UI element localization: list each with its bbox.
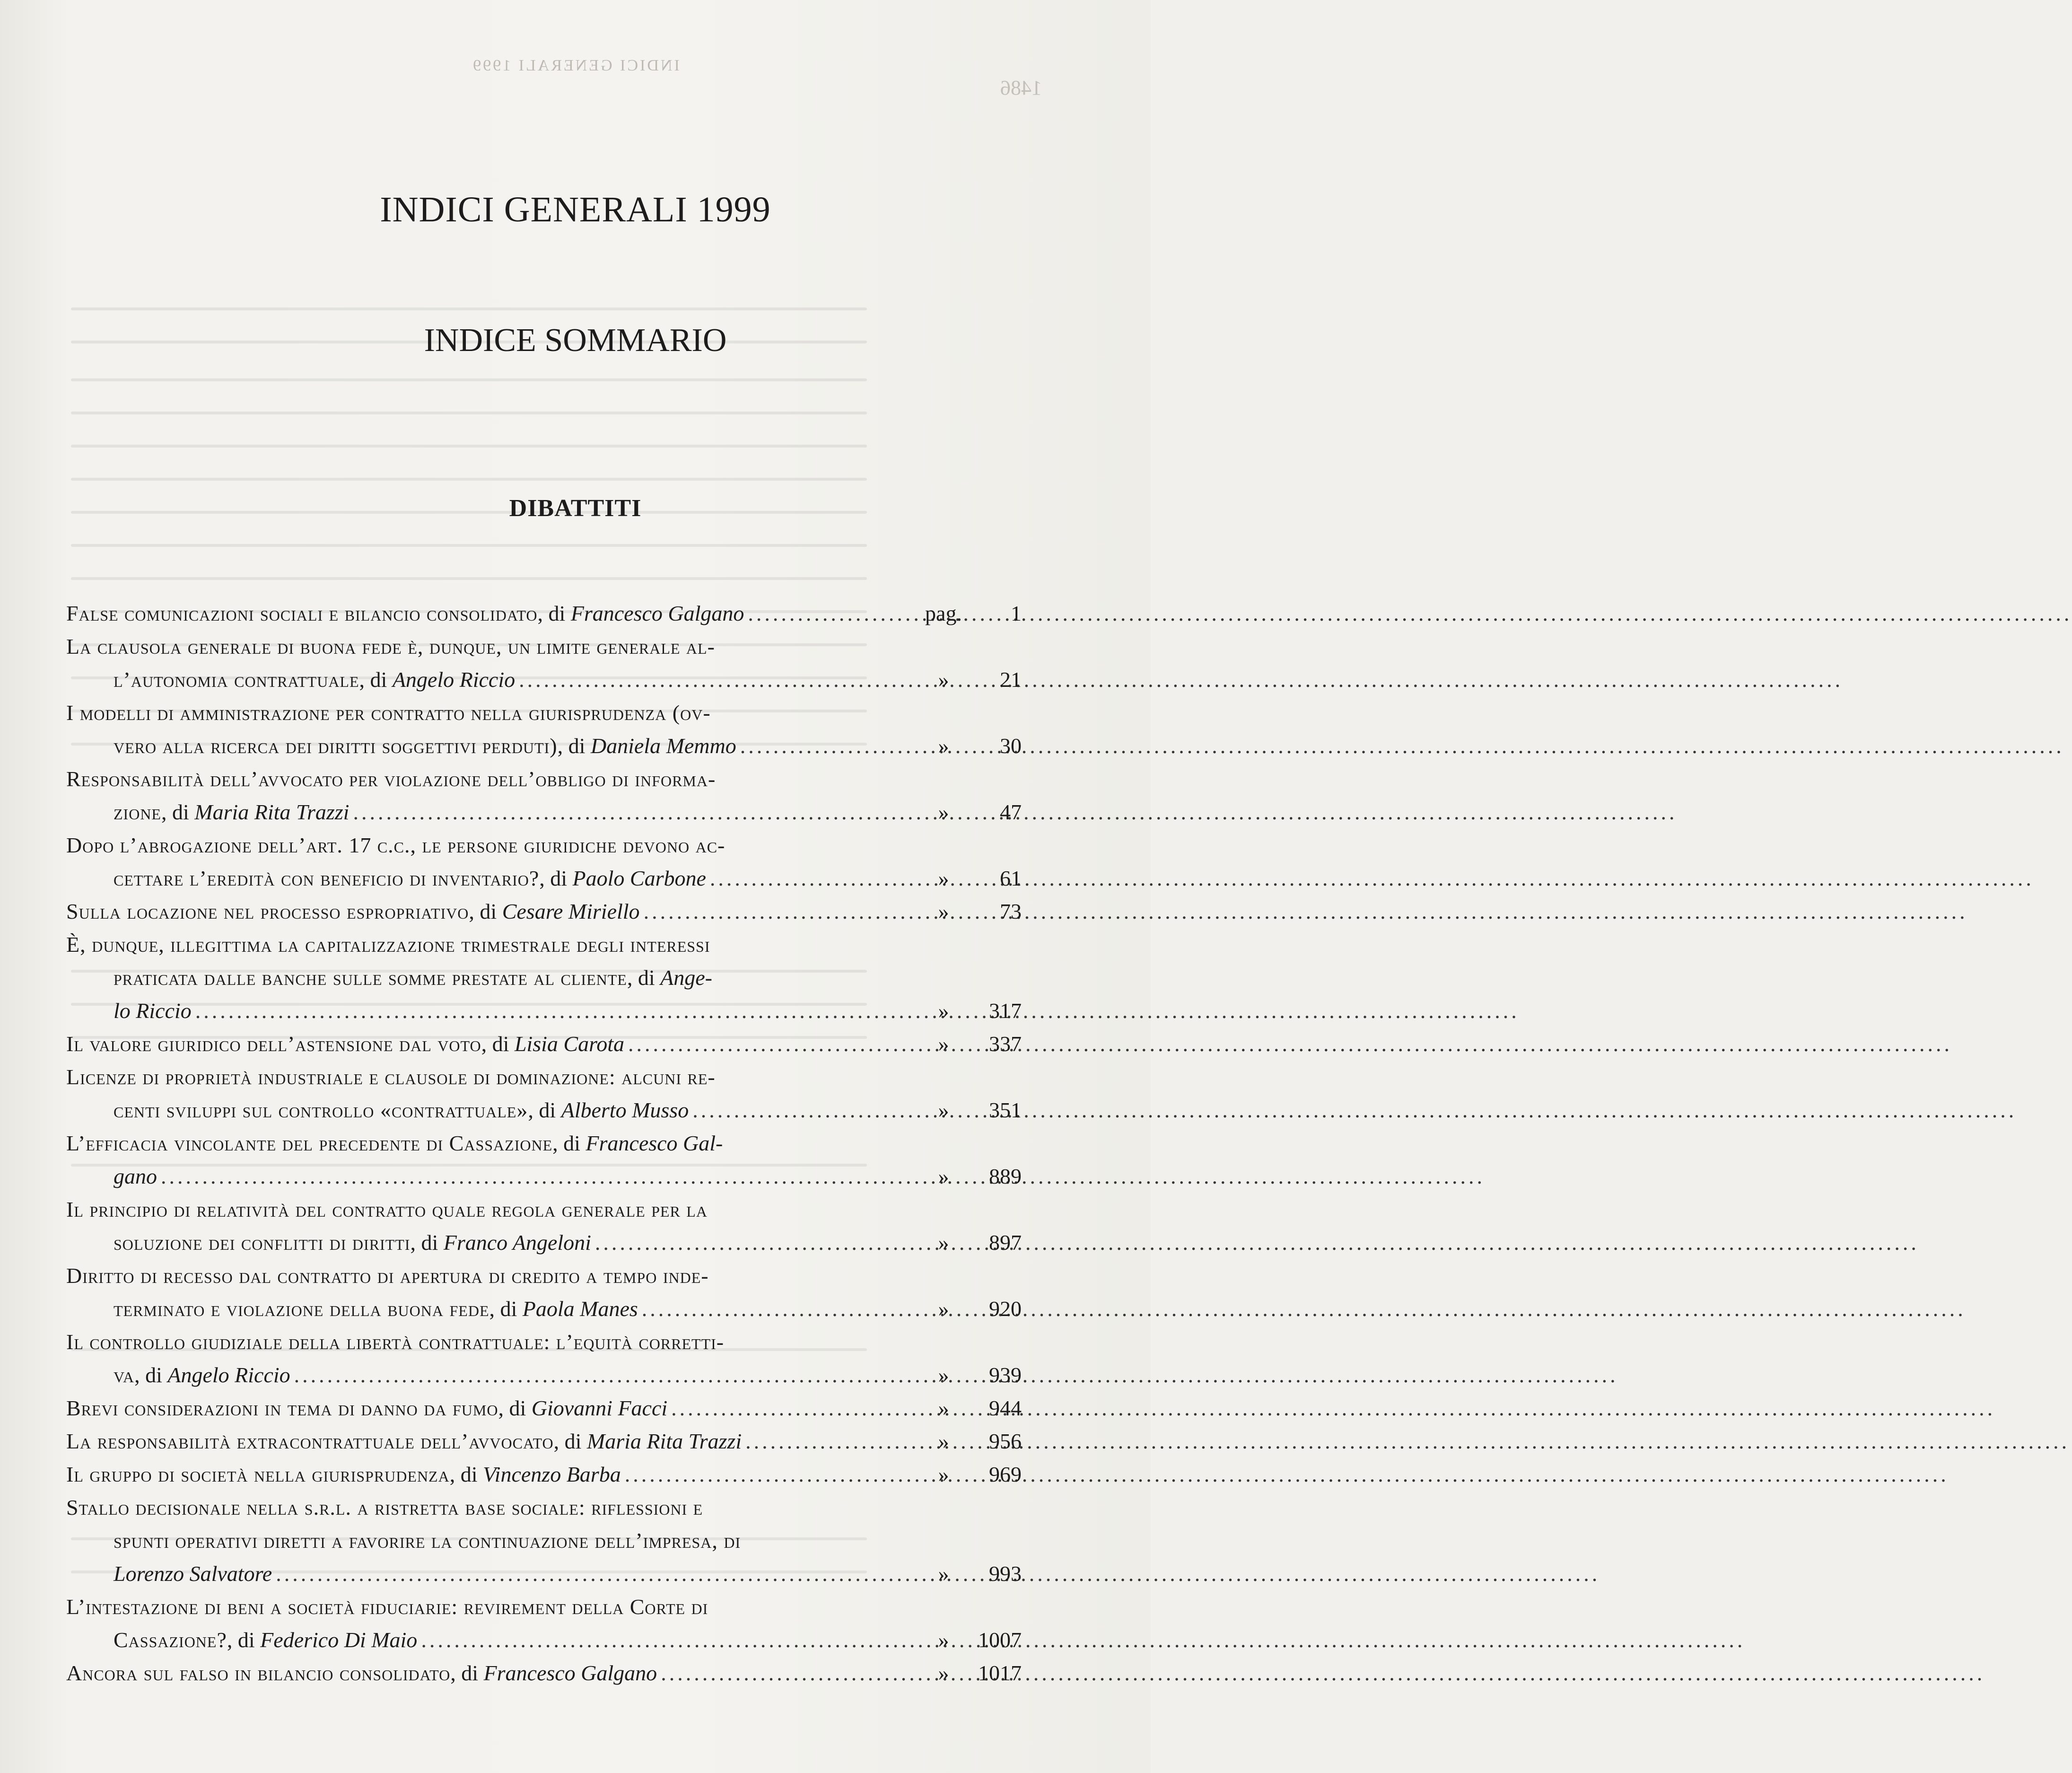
page-number: 969	[989, 1462, 1022, 1486]
page-number: 30	[1000, 734, 1022, 758]
entry-di: , di	[498, 1396, 532, 1420]
entry-title: vero alla ricerca dei diritti soggettivi perduti)	[114, 734, 558, 758]
entry-title-text	[66, 1491, 703, 1524]
toc-entry-line	[66, 1458, 1022, 1491]
running-page-number: 1486	[1000, 76, 1042, 99]
toc-entry-line	[66, 1359, 1022, 1392]
toc-entry	[66, 1458, 1022, 1491]
entry-author: Francesco Gal-	[586, 1131, 723, 1155]
entry-title: Dopo l’abrogazione dell’art. 17 c.c., le persone giuridiche devono ac-	[66, 833, 726, 857]
entry-title-text	[66, 829, 725, 862]
leader-dots	[195, 994, 914, 1027]
toc-entry	[66, 928, 1022, 1027]
entry-title: va	[114, 1363, 135, 1387]
toc-entry	[66, 597, 1022, 630]
entry-di: , di	[227, 1628, 261, 1652]
toc-entry-line	[66, 1624, 1022, 1657]
toc-entry-line	[66, 1259, 1022, 1292]
page-marker: »	[938, 1098, 949, 1122]
page-title: INDICI GENERALI 1999	[380, 190, 771, 229]
page-number: 889	[989, 1164, 1022, 1188]
entry-di: , di	[481, 1032, 515, 1056]
page-marker: »	[938, 1164, 949, 1188]
page-marker: »	[938, 800, 949, 824]
entry-di: , di	[161, 800, 195, 824]
page-marker: »	[938, 734, 949, 758]
page-number: 317	[989, 999, 1022, 1023]
page-marker: »	[938, 1661, 949, 1685]
toc-entry	[66, 1193, 1022, 1259]
entry-title-text	[66, 928, 710, 961]
entry-title-text	[66, 862, 706, 895]
entry-title: Il principio di relatività del contratto quale regola generale per la	[66, 1197, 708, 1221]
toc-entry	[66, 1259, 1022, 1325]
entry-title: l’autonomia contrattuale	[114, 667, 359, 692]
toc-entry-line	[66, 1027, 1022, 1061]
entry-title-text	[66, 1094, 689, 1127]
leader-dots	[671, 1392, 914, 1425]
leader-dots	[710, 862, 914, 895]
entry-di: , di	[359, 667, 393, 692]
entry-title-text	[66, 1458, 621, 1491]
toc-entry-line	[66, 1425, 1022, 1458]
page-number: 73	[1000, 899, 1022, 923]
toc-entry-line	[66, 1590, 1022, 1624]
entry-title-text	[66, 729, 736, 763]
entry-title: Cassazione?	[114, 1628, 227, 1652]
entry-title: zione	[114, 800, 161, 824]
leader-dots	[353, 796, 914, 829]
toc-entry	[66, 630, 1022, 696]
entry-author-continued: lo Riccio	[114, 999, 192, 1023]
entry-title-text	[66, 1590, 708, 1624]
page-marker: »	[938, 1396, 949, 1420]
entry-title-text	[66, 1624, 417, 1657]
toc-entry-line	[66, 1061, 1022, 1094]
toc-entry-line	[66, 1657, 1022, 1690]
leader-dots	[661, 1657, 914, 1690]
table-of-contents	[66, 597, 1022, 1690]
toc-entry	[66, 829, 1022, 895]
leader-dots	[740, 729, 914, 763]
toc-entry-line	[66, 1524, 1022, 1557]
entry-author: Paola Manes	[522, 1297, 638, 1321]
page-number: 47	[1000, 800, 1022, 824]
running-head: INDICI GENERALI 1999	[471, 57, 680, 74]
entry-title-text	[66, 1325, 724, 1359]
entry-title-text	[66, 895, 640, 928]
entry-title: Brevi considerazioni in tema di danno da fumo	[66, 1396, 498, 1420]
entry-title-text	[66, 1226, 591, 1259]
entry-title-text	[66, 1292, 638, 1325]
entry-title-text	[66, 1359, 290, 1392]
entry-title-text	[66, 763, 716, 796]
toc-entry	[66, 1590, 1022, 1657]
page-number: 897	[989, 1230, 1022, 1255]
page-marker: »	[938, 1429, 949, 1453]
toc-entry-line	[66, 597, 1022, 630]
page-marker: »	[938, 866, 949, 890]
entry-author-continued: Lorenzo Salvatore	[114, 1562, 272, 1586]
page-marker: »	[938, 1230, 949, 1255]
entry-title-text	[66, 663, 515, 696]
page-number: 944	[989, 1396, 1022, 1420]
entry-title: praticata dalle banche sulle somme prestate al cliente	[114, 965, 627, 990]
toc-entry	[66, 1027, 1022, 1061]
page-number: 993	[989, 1562, 1022, 1586]
page-number: 1017	[978, 1661, 1022, 1685]
toc-entry-line	[66, 1160, 1022, 1193]
leader-dots	[642, 1292, 914, 1325]
section-heading: DIBATTITI	[509, 495, 642, 522]
page-marker: »	[938, 1363, 949, 1387]
toc-entry	[66, 1657, 1022, 1690]
entry-title-text	[66, 1027, 624, 1061]
entry-di: , di	[134, 1363, 168, 1387]
toc-entry	[66, 1425, 1022, 1458]
entry-title: spunti operativi diretti a favorire la continuazione dell’impresa, di	[114, 1528, 741, 1553]
entry-author: Lisia Carota	[514, 1032, 625, 1056]
entry-title-text	[66, 796, 349, 829]
entry-author: Vincenzo Barba	[483, 1462, 621, 1486]
entry-title: I modelli di amministrazione per contratto nella giurisprudenza (ov-	[66, 701, 711, 725]
page-number: 1007	[978, 1628, 1022, 1652]
page-number: 939	[989, 1363, 1022, 1387]
entry-title: Il gruppo di società nella giurisprudenza	[66, 1462, 450, 1486]
entry-title-text	[66, 1392, 667, 1425]
entry-author: Giovanni Facci	[531, 1396, 668, 1420]
entry-author: Alberto Musso	[561, 1098, 689, 1122]
entry-author: Franco Angeloni	[443, 1230, 591, 1255]
entry-di: , di	[450, 1661, 484, 1685]
entry-author: Angelo Riccio	[167, 1363, 290, 1387]
entry-author: Maria Rita Trazzi	[586, 1429, 742, 1453]
toc-entry	[66, 1392, 1022, 1425]
entry-title: False comunicazioni sociali e bilancio consolidato	[66, 601, 538, 625]
entry-title-text	[66, 1524, 741, 1557]
leader-dots	[595, 1226, 914, 1259]
entry-di: , di	[489, 1297, 523, 1321]
entry-title-text	[66, 630, 715, 663]
entry-di: , di	[557, 734, 591, 758]
page-marker: »	[938, 1297, 949, 1321]
leader-dots	[161, 1160, 914, 1193]
leader-dots	[519, 663, 914, 696]
entry-title-text	[66, 597, 744, 630]
entry-title-text	[66, 1657, 657, 1690]
toc-entry	[66, 696, 1022, 763]
toc-entry-line	[66, 829, 1022, 862]
page-marker: »	[938, 1628, 949, 1652]
entry-title-text	[66, 994, 192, 1027]
entry-di: , di	[469, 899, 502, 923]
page-marker: »	[938, 999, 949, 1023]
entry-title: Il controllo giudiziale della libertà contrattuale: l’equità corretti-	[66, 1330, 725, 1354]
entry-title-text	[66, 961, 712, 994]
entry-di: , di	[552, 1131, 586, 1155]
toc-entry-line	[66, 729, 1022, 763]
entry-author: Francesco Galgano	[483, 1661, 657, 1685]
toc-entry	[66, 763, 1022, 829]
toc-entry-line	[66, 630, 1022, 663]
entry-title: Ancora sul falso in bilancio consolidato	[66, 1661, 451, 1685]
page-number: 956	[989, 1429, 1022, 1453]
leader-dots	[644, 895, 914, 928]
toc-entry-line	[66, 1292, 1022, 1325]
entry-title: centi sviluppi sul controllo «contrattuale»	[114, 1098, 528, 1122]
entry-author: Cesare Miriello	[502, 899, 640, 923]
entry-di: , di	[449, 1462, 483, 1486]
toc-entry-line	[66, 961, 1022, 994]
toc-entry-line	[66, 1127, 1022, 1160]
entry-title-text	[66, 696, 711, 729]
toc-entry-line	[66, 994, 1022, 1027]
entry-author: Francesco Galgano	[570, 601, 744, 625]
entry-title-text	[66, 1160, 157, 1193]
entry-di: , di	[627, 965, 661, 990]
entry-di: , di	[539, 866, 573, 890]
entry-author: Daniela Memmo	[590, 734, 736, 758]
entry-title: La responsabilità extracontrattuale dell’avvocato	[66, 1429, 554, 1453]
leader-dots	[276, 1557, 914, 1590]
toc-entry-line	[66, 1325, 1022, 1359]
entry-title-text	[66, 1557, 272, 1590]
entry-title: Sulla locazione nel processo espropriativo	[66, 899, 469, 923]
entry-author: Angelo Riccio	[392, 667, 516, 692]
page-marker: »	[938, 1462, 949, 1486]
entry-title: terminato e violazione della buona fede	[114, 1297, 490, 1321]
entry-di: , di	[537, 601, 571, 625]
entry-author: Federico Di Maio	[260, 1628, 418, 1652]
entry-title-text	[66, 1127, 723, 1160]
entry-title: Stallo decisionale nella s.r.l. a ristretta base sociale: riflessioni e	[66, 1495, 703, 1519]
entry-title: Diritto di recesso dal contratto di apertura di credito a tempo inde-	[66, 1264, 709, 1288]
entry-di: , di	[410, 1230, 444, 1255]
entry-title: La clausola generale di buona fede è, dunque, un limite generale al-	[66, 634, 715, 658]
toc-entry-line	[66, 1392, 1022, 1425]
entry-di: , di	[553, 1429, 587, 1453]
entry-author: Maria Rita Trazzi	[194, 800, 350, 824]
toc-entry-line	[66, 1094, 1022, 1127]
toc-entry-line	[66, 1557, 1022, 1590]
toc-entry-line	[66, 696, 1022, 729]
toc-entry-line	[66, 862, 1022, 895]
toc-entry-line	[66, 895, 1022, 928]
entry-title: È, dunque, illegittima la capitalizzazione trimestrale degli interessi	[66, 932, 710, 957]
leader-dots	[628, 1027, 914, 1061]
page-marker: »	[938, 899, 949, 923]
toc-entry	[66, 1491, 1022, 1590]
page-marker: »	[938, 1562, 949, 1586]
leader-dots	[294, 1359, 914, 1392]
leader-dots	[421, 1624, 914, 1657]
entry-title: Il valore giuridico dell’astensione dal voto	[66, 1032, 481, 1056]
page-number: 351	[989, 1098, 1022, 1122]
leader-dots	[745, 1425, 914, 1458]
toc-entry	[66, 1325, 1022, 1392]
page-number: 920	[989, 1297, 1022, 1321]
page-number: 337	[989, 1032, 1022, 1056]
entry-title: L’intestazione di beni a società fiduciarie: revirement della Corte di	[66, 1595, 708, 1619]
toc-entry-line	[66, 796, 1022, 829]
entry-author: Ange-	[660, 965, 712, 990]
toc-entry	[66, 895, 1022, 928]
leader-dots	[625, 1458, 914, 1491]
toc-entry-line	[66, 763, 1022, 796]
page-marker: »	[938, 667, 949, 692]
entry-title: cettare l’eredità con beneficio di inventario?	[114, 866, 540, 890]
toc-entry-line	[66, 1226, 1022, 1259]
entry-title: Responsabilità dell’avvocato per violazione dell’obbligo di informa-	[66, 767, 716, 791]
page-number: 61	[1000, 866, 1022, 890]
entry-title: Licenze di proprietà industriale e clausole di dominazione: alcuni re-	[66, 1065, 716, 1089]
page-number: 1	[1011, 601, 1022, 625]
entry-title: soluzione dei conflitti di diritti	[114, 1230, 411, 1255]
leader-dots	[692, 1094, 914, 1127]
toc-entry-line	[66, 928, 1022, 961]
entry-title-text	[66, 1259, 709, 1292]
toc-entry-line	[66, 663, 1022, 696]
entry-title-text	[66, 1193, 708, 1226]
page-number: 21	[1000, 667, 1022, 692]
entry-title-text	[66, 1061, 716, 1094]
entry-author: Paolo Carbone	[572, 866, 706, 890]
toc-entry-line	[66, 1193, 1022, 1226]
entry-title: L’efficacia vincolante del precedente di Cassazione	[66, 1131, 553, 1155]
page-marker: »	[938, 1032, 949, 1056]
entry-author-continued: gano	[114, 1164, 157, 1188]
index-subtitle: INDICE SOMMARIO	[424, 322, 727, 359]
entry-title-text	[66, 1425, 742, 1458]
toc-entry-line	[66, 1491, 1022, 1524]
toc-entry	[66, 1061, 1022, 1127]
entry-di: , di	[528, 1098, 561, 1122]
toc-entry	[66, 1127, 1022, 1193]
page-marker: pag.	[925, 601, 962, 625]
leader-dots	[748, 597, 914, 630]
